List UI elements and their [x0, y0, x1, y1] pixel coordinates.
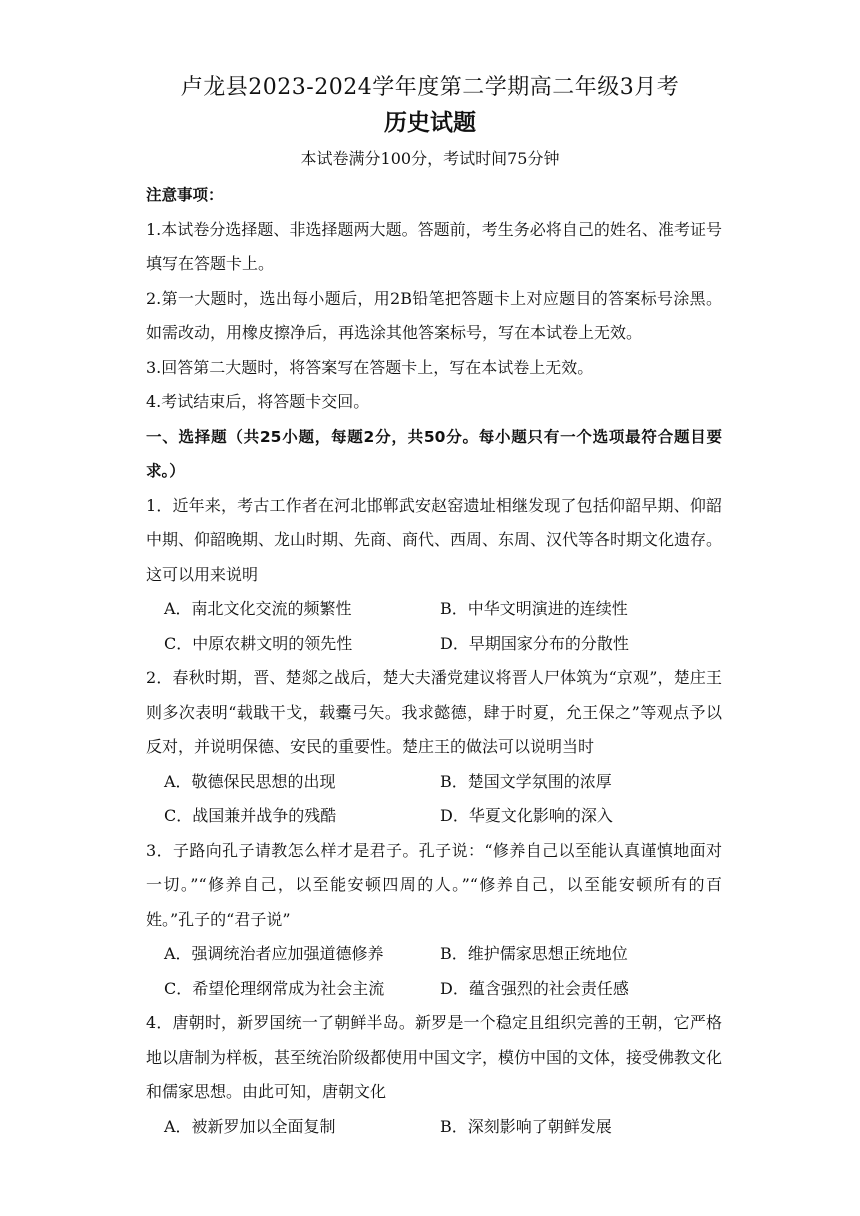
notice-item: 1.本试卷分选择题、非选择题两大题。答题前，考生务必将自己的姓名、准考证号填写在答题卡上。: [146, 219, 722, 273]
options-row: [146, 1110, 722, 1145]
question-stem: 4．唐朝时，新罗国统一了朝鲜半岛。新罗是一个稳定且组织完善的王朝，它严格地以唐制为样板，甚至统治阶级都使用中国文字，模仿中国的文体，接受佛教文化和儒家思想。由此可知，唐朝文化: [146, 1013, 723, 1101]
option-a: A．强调统治者应加强道德修养: [164, 944, 384, 963]
exam-body: [146, 178, 722, 1144]
question-stem: 2．春秋时期，晋、楚郯之战后，楚大夫潘党建议将晋人尸体筑为“京观”，楚庄王则多次表明“载戢干戈，载櫜弓矢。我求懿德，肆于时夏，允王保之”等观点予以反对，并说明保德、安民的重要性。楚庄王的做法可以说明当时: [146, 668, 722, 756]
notice-item: 2.第一大题时，选出每小题后，用2B铅笔把答题卡上对应题目的答案标号涂黑。如需改动，用橡皮擦净后，再选涂其他答案标号，写在本试卷上无效。: [146, 288, 722, 342]
option-c: C．中原农耕文明的领先性: [164, 633, 353, 653]
option-a: A．敬德保民思想的出现: [164, 771, 336, 791]
notice-heading: 注意事项：: [146, 186, 224, 204]
options-row: [146, 972, 722, 1007]
options-row: [146, 627, 722, 662]
option-a: A．南北文化交流的频繁性: [164, 599, 352, 618]
question-stem: 3．子路向孔子请教怎么样才是君子。孔子说：“修养自己以至能认真谨慎地面对一切。”“修养自己，以至能安顿四周的人。”“修养自己，以至能安顿所有的百姓。”孔子的“君子说”: [146, 840, 722, 929]
exam-title: 卢龙县2023-2024学年度第二学期高二年级3月考: [180, 75, 680, 100]
exam-subtitle: 本试卷满分100分，考试时间75分钟: [300, 149, 560, 168]
options-row: [146, 765, 722, 800]
options-row: [146, 937, 722, 972]
option-b: B．楚国文学氛围的浓厚: [440, 771, 612, 791]
options-row: [146, 592, 722, 627]
option-a: A．被新罗加以全面复制: [164, 1116, 336, 1136]
option-b: B．维护儒家思想正统地位: [440, 944, 628, 963]
question-stem: 1．近年来，考古工作者在河北邯郸武安赵窑遗址相继发现了包括仰韶早期、仰韶中期、仰韶晚期、龙山时期、先商、商代、西周、东周、汉代等各时期文化遗存。这可以用来说明: [146, 495, 723, 584]
option-b: B．深刻影响了朝鲜发展: [440, 1116, 612, 1136]
notice-item: 3.回答第二大题时，将答案写在答题卡上，写在本试卷上无效。: [146, 357, 594, 377]
subject-title: 历史试题: [384, 110, 476, 136]
options-row: [146, 799, 722, 834]
option-c: C．战国兼并战争的残酷: [164, 806, 337, 825]
option-d: D．早期国家分布的分散性: [440, 633, 629, 653]
notice-item: 4.考试结束后，将答题卡交回。: [146, 392, 370, 411]
option-b: B．中华文明演进的连续性: [440, 599, 628, 618]
section-heading: 一、选择题（共25小题，每题2分，共50分。每小题只有一个选项最符合题目要求。）: [146, 427, 722, 480]
option-c: C．希望伦理纲常成为社会主流: [164, 978, 385, 998]
option-d: D．华夏文化影响的深入: [440, 806, 613, 825]
option-d: D．蕴含强烈的社会责任感: [440, 978, 629, 998]
